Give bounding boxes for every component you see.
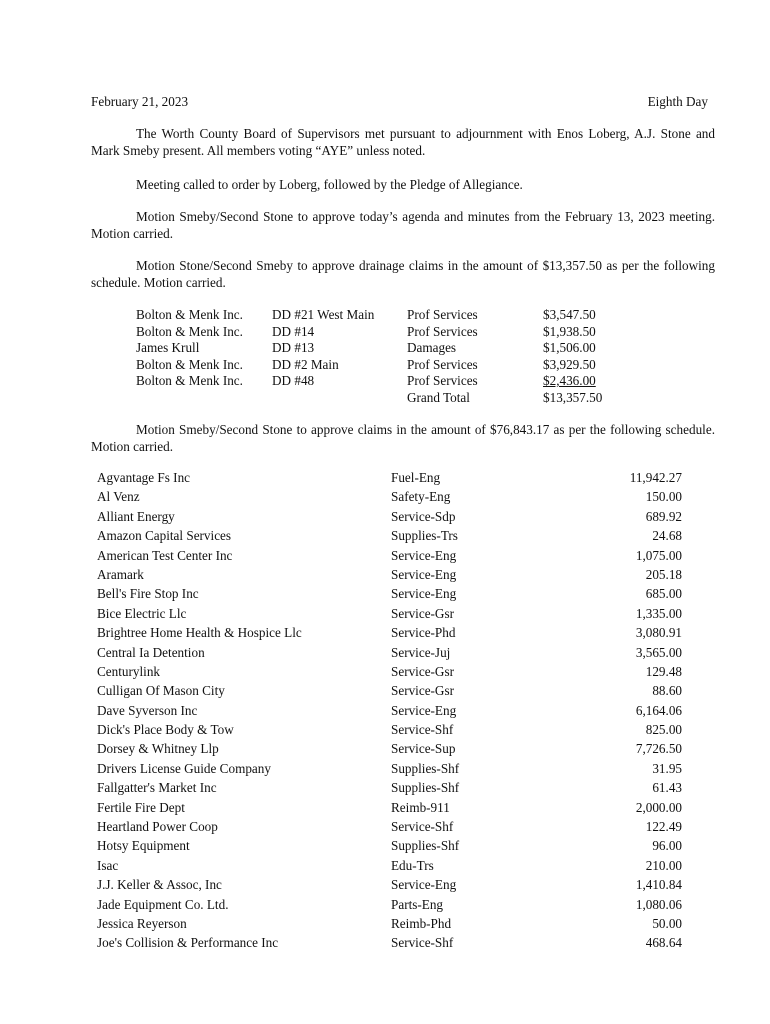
table-row xyxy=(97,567,682,586)
table-row xyxy=(97,625,682,644)
table-row xyxy=(97,722,682,741)
grand-total-row xyxy=(136,390,616,407)
paragraph-text: Motion Smeby/Second Stone to approve today’s agenda and minutes from the February 13, 2023 meeting. Motion carried. xyxy=(91,209,715,241)
drainage-type: Prof Services xyxy=(407,307,478,322)
claim-vendor: Alliant Energy xyxy=(97,508,175,524)
claim-amount: 205.18 xyxy=(645,566,682,582)
claim-vendor: Fallgatter's Market Inc xyxy=(97,780,217,796)
claim-vendor: Brightree Home Health & Hospice Llc xyxy=(97,625,302,641)
claim-department: Service-Sup xyxy=(391,741,456,757)
claim-department: Service-Eng xyxy=(391,566,457,582)
claim-vendor: Culligan Of Mason City xyxy=(97,683,225,699)
claim-amount: 689.92 xyxy=(645,508,682,524)
claim-department: Service-Phd xyxy=(391,625,456,641)
table-row xyxy=(97,819,682,838)
table-row xyxy=(97,897,682,916)
claim-department: Edu-Trs xyxy=(391,857,434,873)
table-row xyxy=(97,838,682,857)
table-row xyxy=(97,741,682,760)
claims-table xyxy=(97,470,682,955)
drainage-district: DD #21 West Main xyxy=(272,307,375,322)
claim-amount: 122.49 xyxy=(645,819,682,835)
table-row xyxy=(136,357,616,374)
claim-department: Service-Eng xyxy=(391,586,457,602)
table-row xyxy=(97,509,682,528)
table-row xyxy=(97,645,682,664)
claim-amount: 88.60 xyxy=(652,683,682,699)
claim-vendor: American Test Center Inc xyxy=(97,547,233,563)
claim-department: Supplies-Shf xyxy=(391,838,460,854)
claim-amount: 96.00 xyxy=(652,838,682,854)
claim-vendor: Isac xyxy=(97,857,119,873)
drainage-vendor: James Krull xyxy=(136,340,200,355)
claim-vendor: Al Venz xyxy=(97,489,140,505)
claim-vendor: Bice Electric Llc xyxy=(97,605,187,621)
drainage-type: Damages xyxy=(407,340,457,355)
claim-department: Safety-Eng xyxy=(391,489,451,505)
claim-amount: 3,565.00 xyxy=(635,644,682,660)
table-row xyxy=(97,528,682,547)
claim-department: Service-Gsr xyxy=(391,683,454,699)
table-row xyxy=(97,780,682,799)
claim-amount: 3,080.91 xyxy=(635,625,682,641)
paragraph-claims-motion xyxy=(91,422,715,455)
drainage-district: DD #13 xyxy=(272,340,315,355)
claim-department: Service-Gsr xyxy=(391,663,454,679)
meeting-date: February 21, 2023 xyxy=(91,94,189,109)
claim-vendor: Centurylink xyxy=(97,663,161,679)
table-row xyxy=(97,470,682,489)
claim-amount: 1,075.00 xyxy=(635,547,682,563)
claim-vendor: Central Ia Detention xyxy=(97,644,205,660)
table-row xyxy=(97,548,682,567)
claim-vendor: Dave Syverson Inc xyxy=(97,702,198,718)
claim-amount: 129.48 xyxy=(645,663,682,679)
paragraph-text: Motion Stone/Second Smeby to approve drainage claims in the amount of $13,357.50 as per the following schedule. Motion carried. xyxy=(91,258,715,290)
table-row xyxy=(136,340,616,357)
claim-amount: 1,335.00 xyxy=(635,605,682,621)
claim-department: Service-Sdp xyxy=(391,508,456,524)
table-row xyxy=(97,916,682,935)
drainage-vendor: Bolton & Menk Inc. xyxy=(136,323,243,339)
drainage-type: Prof Services xyxy=(407,323,478,339)
drainage-type: Prof Services xyxy=(407,373,478,388)
claim-amount: 6,164.06 xyxy=(635,702,682,718)
table-row xyxy=(97,858,682,877)
table-row xyxy=(136,324,616,341)
paragraph-attendance xyxy=(91,126,715,159)
claim-amount: 50.00 xyxy=(652,915,682,931)
claim-amount: 31.95 xyxy=(652,760,682,776)
claim-amount: 150.00 xyxy=(645,489,682,505)
drainage-amount: $1,506.00 xyxy=(543,340,596,355)
paragraph-drainage-motion xyxy=(91,258,715,291)
drainage-district: DD #48 xyxy=(272,373,315,388)
claim-vendor: Jessica Reyerson xyxy=(97,915,187,931)
claim-vendor: Fertile Fire Dept xyxy=(97,799,185,815)
claim-amount: 61.43 xyxy=(652,780,682,796)
claim-vendor: Jade Equipment Co. Ltd. xyxy=(97,896,229,912)
claim-department: Service-Eng xyxy=(391,702,457,718)
table-row xyxy=(97,606,682,625)
claim-department: Service-Juj xyxy=(391,644,451,660)
claim-department: Service-Gsr xyxy=(391,605,454,621)
table-row xyxy=(136,373,616,390)
claim-amount: 685.00 xyxy=(645,586,682,602)
grand-total-amount: $13,357.50 xyxy=(543,389,603,405)
claim-vendor: Dick's Place Body & Tow xyxy=(97,722,234,738)
meeting-day: Eighth Day xyxy=(647,94,708,109)
table-row xyxy=(97,800,682,819)
claim-vendor: Heartland Power Coop xyxy=(97,819,218,835)
claim-amount: 210.00 xyxy=(645,857,682,873)
paragraph-agenda-motion xyxy=(91,209,715,242)
paragraph-call-to-order xyxy=(91,177,715,194)
claim-vendor: Amazon Capital Services xyxy=(97,528,232,544)
claim-vendor: Dorsey & Whitney Llp xyxy=(97,741,219,757)
drainage-amount: $3,929.50 xyxy=(543,356,596,372)
claim-vendor: Drivers License Guide Company xyxy=(97,760,271,776)
claim-vendor: Aramark xyxy=(97,566,144,582)
claim-amount: 1,410.84 xyxy=(635,877,682,893)
table-row xyxy=(97,664,682,683)
claim-department: Service-Shf xyxy=(391,935,454,951)
claim-amount: 1,080.06 xyxy=(635,896,682,912)
claim-department: Service-Shf xyxy=(391,819,454,835)
claim-amount: 7,726.50 xyxy=(635,741,682,757)
drainage-district: DD #2 Main xyxy=(272,356,339,372)
claim-department: Supplies-Shf xyxy=(391,780,460,796)
table-row xyxy=(97,586,682,605)
claim-vendor: Joe's Collision & Performance Inc xyxy=(97,935,279,951)
drainage-vendor: Bolton & Menk Inc. xyxy=(136,356,243,372)
claim-department: Service-Shf xyxy=(391,722,454,738)
drainage-amount: $2,436.00 xyxy=(543,373,596,388)
claim-amount: 468.64 xyxy=(645,935,682,951)
claim-department: Reimb-Phd xyxy=(391,915,452,931)
claim-department: Parts-Eng xyxy=(391,896,444,912)
drainage-claims-table xyxy=(136,307,616,406)
drainage-vendor: Bolton & Menk Inc. xyxy=(136,307,243,322)
claim-vendor: Hotsy Equipment xyxy=(97,838,190,854)
claim-department: Reimb-911 xyxy=(391,799,450,815)
paragraph-text: Motion Smeby/Second Stone to approve claims in the amount of $76,843.17 as per the following schedule. Motion carried. xyxy=(91,422,715,454)
drainage-amount: $3,547.50 xyxy=(543,307,596,322)
table-row xyxy=(97,489,682,508)
claim-department: Supplies-Trs xyxy=(391,528,458,544)
table-row xyxy=(136,307,616,324)
drainage-district: DD #14 xyxy=(272,323,315,339)
paragraph-text: The Worth County Board of Supervisors met pursuant to adjournment with Enos Loberg, A.J. Stone and Mark Smeby present. All members voting “AYE” unless noted. xyxy=(91,126,715,158)
table-row xyxy=(97,683,682,702)
claim-department: Service-Eng xyxy=(391,877,457,893)
drainage-vendor: Bolton & Menk Inc. xyxy=(136,373,243,388)
table-row xyxy=(97,877,682,896)
grand-total-label: Grand Total xyxy=(407,389,470,405)
claim-vendor: Agvantage Fs Inc xyxy=(97,470,191,485)
table-row xyxy=(97,935,682,954)
claim-amount: 24.68 xyxy=(652,528,682,544)
drainage-type: Prof Services xyxy=(407,356,478,372)
claim-department: Service-Eng xyxy=(391,547,457,563)
claim-amount: 825.00 xyxy=(645,722,682,738)
paragraph-text: Meeting called to order by Loberg, followed by the Pledge of Allegiance. xyxy=(136,177,523,192)
table-row xyxy=(97,761,682,780)
claim-department: Fuel-Eng xyxy=(391,470,441,485)
drainage-amount: $1,938.50 xyxy=(543,323,596,339)
claim-department: Supplies-Shf xyxy=(391,760,460,776)
claim-vendor: Bell's Fire Stop Inc xyxy=(97,586,199,602)
claim-amount: 2,000.00 xyxy=(635,799,682,815)
claim-amount: 11,942.27 xyxy=(629,470,682,485)
claim-vendor: J.J. Keller & Assoc, Inc xyxy=(97,877,222,893)
table-row xyxy=(97,703,682,722)
